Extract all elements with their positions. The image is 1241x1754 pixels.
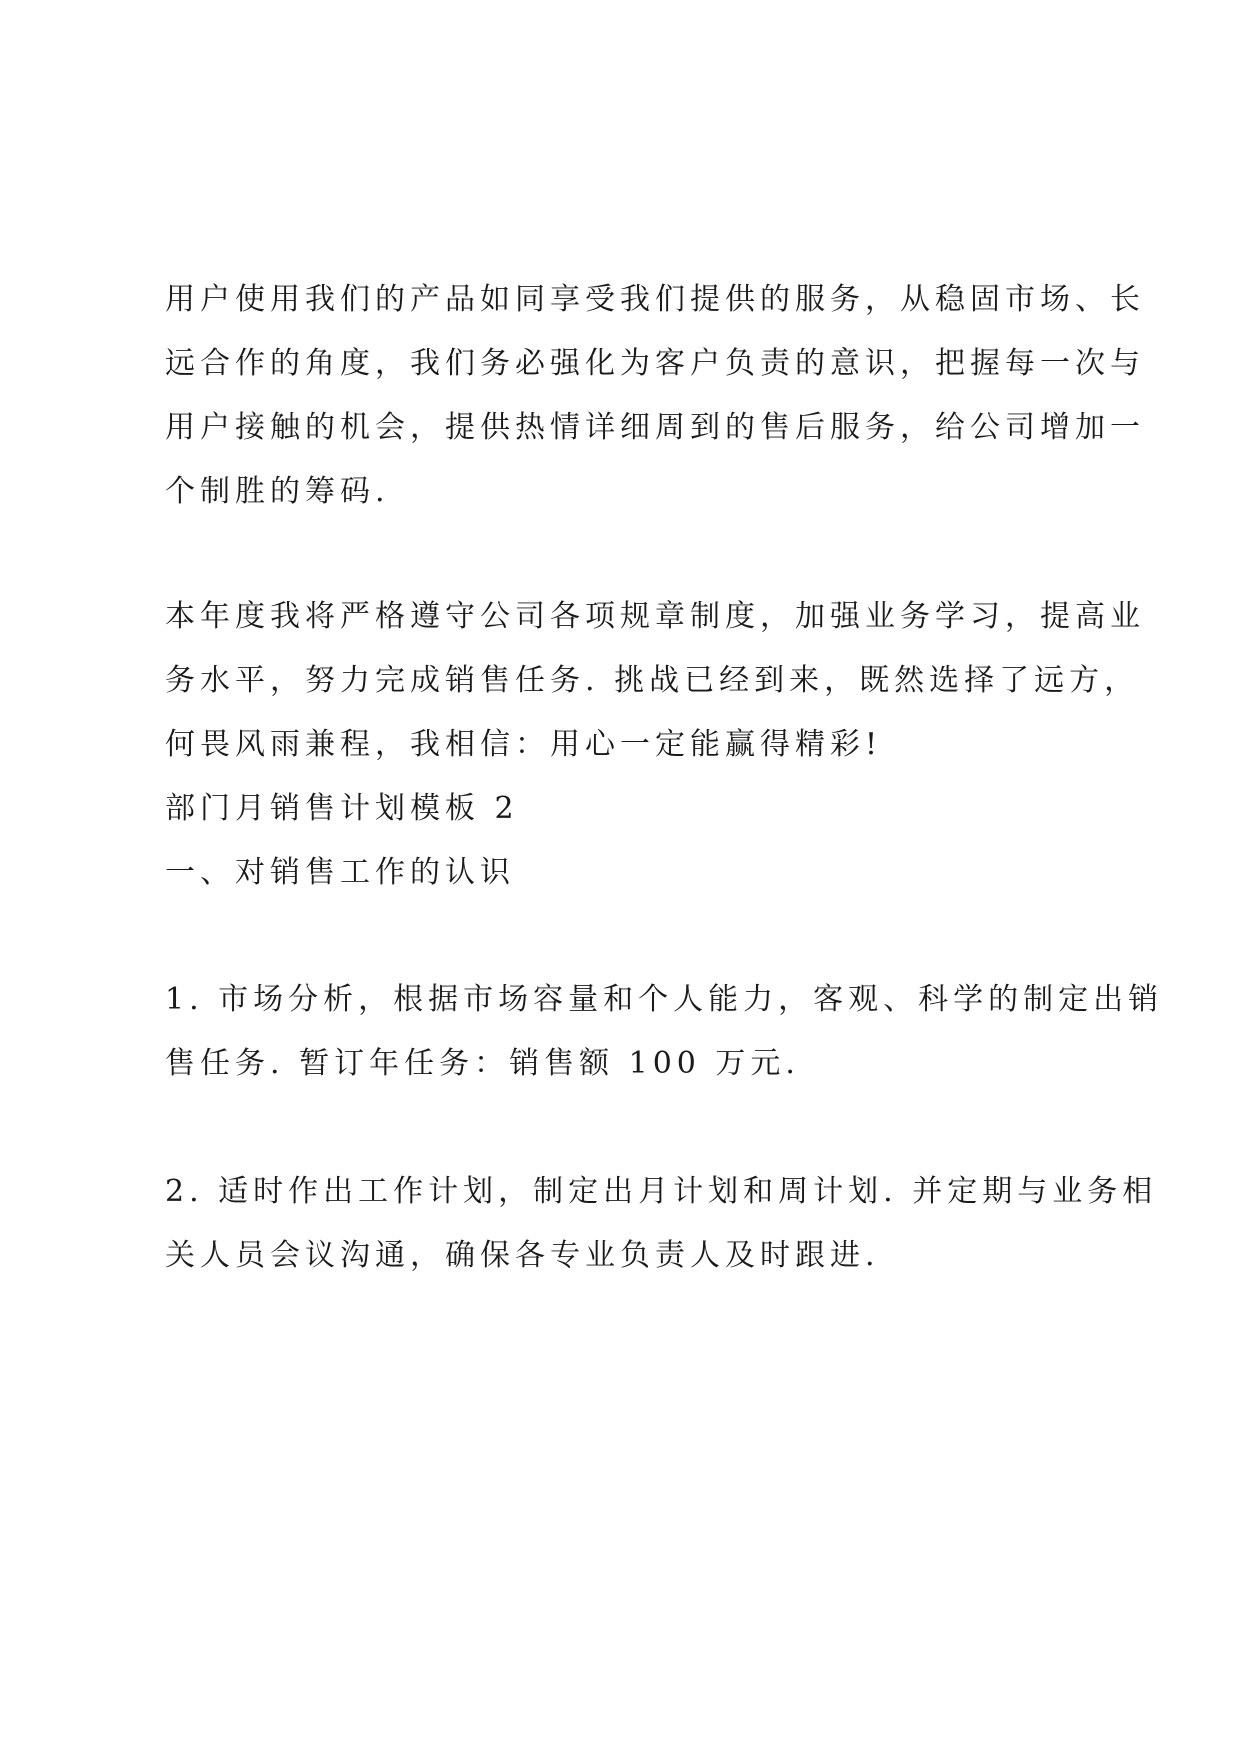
- list-item-market-analysis: [165, 968, 1164, 1096]
- paragraph-line: 本年度我将严格遵守公司各项规章制度，加强业务学习，提高业: [165, 599, 1145, 634]
- paragraph-line: 何畏风雨兼程，我相信：用心一定能赢得精彩!: [165, 727, 883, 762]
- paragraph-line: 用户接触的机会，提供热情详细周到的售后服务，给公司增加一: [165, 410, 1145, 445]
- section-title: 部门月销售计划模板 2: [165, 791, 519, 826]
- subsection-title: 一、对销售工作的认识: [165, 855, 515, 890]
- list-item-line: 1. 市场分析，根据市场容量和个人能力，客观、科学的制定出销: [165, 982, 1164, 1017]
- paragraph-customer-service: [165, 268, 1145, 524]
- paragraph-line: 用户使用我们的产品如同享受我们提供的服务，从稳固市场、长: [165, 282, 1145, 317]
- paragraph-annual-commitment: [165, 585, 1145, 777]
- document-body: [165, 268, 1164, 1288]
- paragraph-line: 务水平，努力完成销售任务. 挑战已经到来，既然选择了远方，: [165, 663, 1140, 698]
- list-item-work-plan: [165, 1160, 1158, 1288]
- list-item-line: 2. 适时作出工作计划，制定出月计划和周计划. 并定期与业务相: [165, 1174, 1158, 1209]
- list-item-line: 关人员会议沟通，确保各专业负责人及时跟进.: [165, 1238, 880, 1273]
- list-item-line: 售任务. 暂订年任务：销售额 100 万元.: [165, 1046, 800, 1081]
- paragraph-line: 个制胜的筹码.: [165, 474, 390, 509]
- paragraph-line: 远合作的角度，我们务必强化为客户负责的意识，把握每一次与: [165, 346, 1145, 381]
